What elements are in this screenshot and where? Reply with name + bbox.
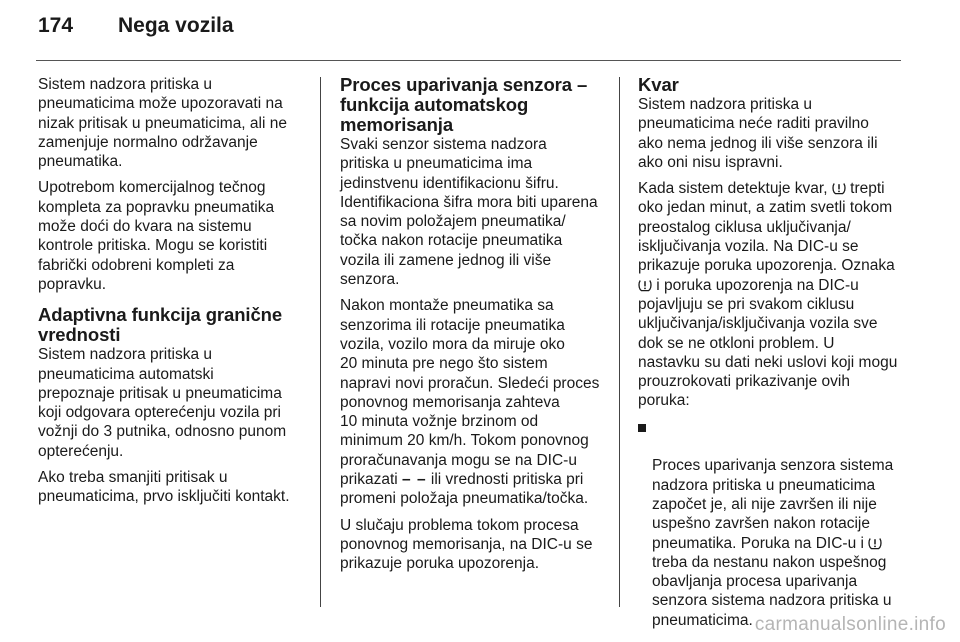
fault-text-b: trepti oko jedan minut, a zatim svetli tokom preostalog ciklusa uključivanja/ isključivanja vozila. Na DIC-u se prikazuje poruka upozorenja. Oznaka — [638, 180, 895, 275]
page-title: Nega vozila — [118, 14, 234, 37]
column-left — [38, 75, 306, 514]
header-divider — [36, 60, 901, 61]
fault-text-c: i poruka upozorenja na DIC-u pojavljuju se pri svakom ciklusu uključivanja/isključivanja vozila sve dok se ne otkloni problem. U nastavku su dati neki uslovi koji mogu prouzrokovati prikazivanje ovih poruka: — [638, 276, 898, 410]
column-middle — [340, 75, 608, 581]
fault-text-a: Kada sistem detektuje kvar, — [638, 180, 832, 198]
column-divider-left — [320, 77, 321, 607]
heading-sensor-matching: Proces uparivanja senzora – funkcija automatskog memorisanja — [340, 74, 588, 135]
tire-pressure-warning-icon — [868, 536, 882, 550]
paragraph-relearn-problem: U slučaju problema tokom procesa ponovnog memorisanja, na DIC-u se prikazuje poruka upozorenja. — [340, 516, 593, 573]
tire-pressure-warning-icon — [832, 181, 846, 195]
paragraph-warning-intro: Sistem nadzora pritiska u pneumaticima može upozoravati na nizak pritisak u pneumaticima, ali ne zamenjuje normalno održavanje pneumatika. — [38, 76, 287, 171]
paragraph-fault-detection — [638, 179, 906, 411]
column-right — [638, 75, 906, 630]
paragraph-reduce-pressure: Ako treba smanjiti pritisak u pneumaticima, prvo isključiti kontakt. — [38, 469, 290, 506]
paragraph-adaptive-threshold: Sistem nadzora pritiska u pneumaticima automatski prepoznaje pritisak u pneumaticima koji odgovara opterećenju vozila pri vožnji do 3 putnika, odnosno punom opterećenju. — [38, 346, 287, 460]
bullet-text-b: treba da nestanu nakon uspešnog obavljanja procesa uparivanja senzora sistema nadzora pritiska u pneumaticima. — [652, 553, 892, 629]
relearn-text-after: ili vrednosti pritiska pri promeni položaja pneumatika/točka. — [340, 471, 589, 508]
bullet-text-a: Proces uparivanja senzora sistema nadzora pritiska u pneumaticima započet je, ali nije završen ili nije uspešno završen nakon rotacije pneumatika. Poruka na DIC-u i — [652, 457, 894, 552]
bullet-square — [638, 424, 646, 432]
paragraph-sensor-id: Svaki senzor sistema nadzora pritiska u pneumaticima ima jedinstvenu identifikacionu šifru. Identifikaciona šifra mora biti uparena sa novim položajem pneumatika/ točka nakon rotacije pneumatika vozila ili zamene jednog ili više senzora. — [340, 136, 598, 289]
page-header — [0, 0, 960, 64]
paragraph-repair-kit: Upotrebom komercijalnog tečnog kompleta za popravku pneumatika može doći do kvara na sistemu kontrole pritiska. Mogu se koristiti fabrički odobreni kompleti za popravku. — [38, 179, 275, 293]
watermark: carmanualsonline.info — [754, 614, 946, 635]
paragraph-fault-intro: Sistem nadzora pritiska u pneumaticima neće raditi pravilno ako nema jednog ili više senzora ili ako oni nisu ispravni. — [638, 96, 878, 171]
heading-fault: Kvar — [638, 74, 679, 95]
list-item — [638, 418, 906, 630]
page-number: 174 — [38, 14, 74, 37]
heading-adaptive-threshold: Adaptivna funkcija granične vrednosti — [38, 304, 283, 346]
tire-pressure-warning-icon — [638, 278, 652, 292]
column-divider-right — [619, 77, 620, 607]
dash-symbol: – – — [402, 471, 427, 489]
paragraph-relearn-process — [340, 296, 608, 508]
relearn-text-before: Nakon montaže pneumatika sa senzorima ili rotacije pneumatika vozila, vozilo mora da miruje oko 20 minuta pre nego što sistem napravi novi proračun. Sledeći proces ponovnog memorisanja zahteva 10 minuta vožnje brzinom od minimum 20 km/h. Tokom ponovnog proračunavanja mogu se na DIC-u prikazati — [340, 297, 600, 489]
